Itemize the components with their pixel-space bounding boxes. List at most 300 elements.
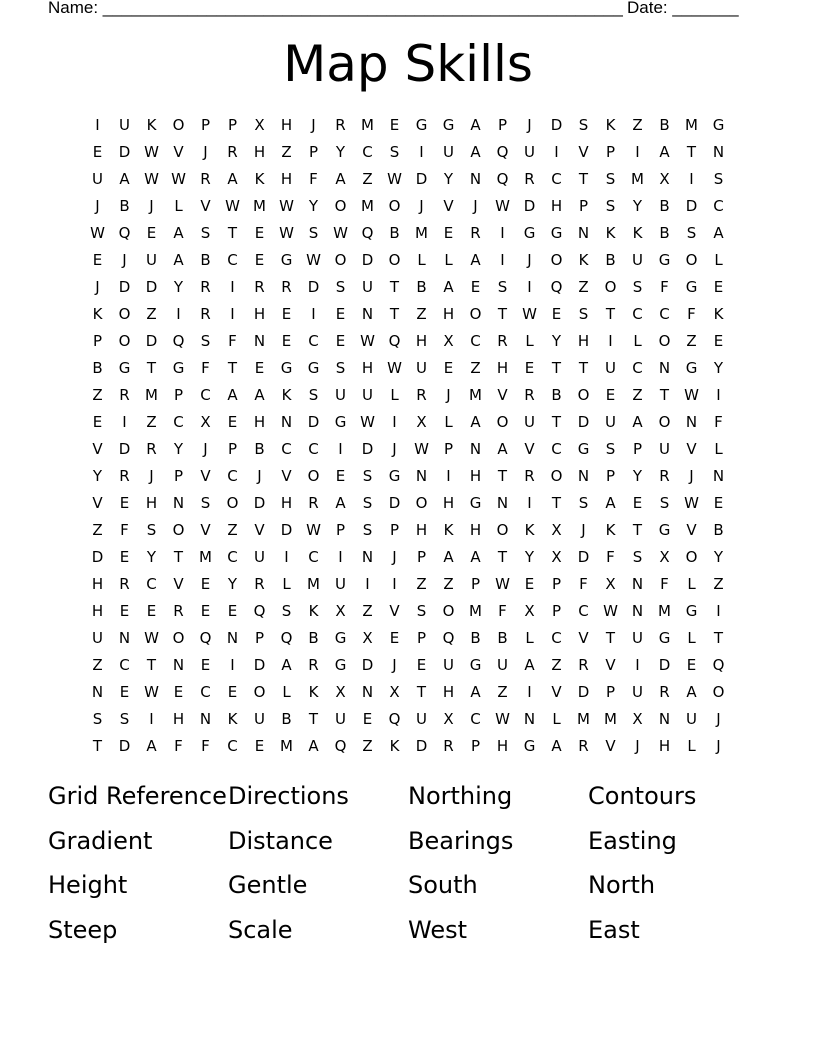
- grid-letter: A: [551, 737, 562, 755]
- grid-letter: I: [500, 224, 505, 242]
- word-list-item: North: [588, 871, 656, 899]
- grid-letter: W: [171, 170, 186, 188]
- grid-letter: A: [119, 170, 130, 188]
- grid-letter: Y: [146, 548, 157, 566]
- grid-letter: G: [685, 359, 698, 377]
- grid-letter: N: [658, 359, 671, 377]
- grid-letter: E: [254, 359, 265, 377]
- grid-letter: A: [281, 656, 292, 674]
- grid-letter: F: [174, 737, 183, 755]
- grid-letter: P: [578, 197, 589, 215]
- grid-letter: I: [716, 602, 721, 620]
- grid-letter: J: [473, 197, 478, 215]
- grid-letter: O: [685, 548, 698, 566]
- grid-row: [84, 652, 732, 679]
- page-title: Map Skills: [283, 35, 533, 93]
- grid-letter: F: [579, 575, 588, 593]
- grid-letter: P: [416, 548, 427, 566]
- grid-letter: V: [686, 440, 697, 458]
- grid-letter: B: [281, 710, 292, 728]
- grid-row: [84, 409, 732, 436]
- grid-letter: G: [712, 116, 725, 134]
- grid-letter: V: [173, 575, 184, 593]
- grid-letter: Y: [632, 197, 643, 215]
- grid-letter: O: [550, 251, 563, 269]
- grid-letter: G: [442, 116, 455, 134]
- grid-letter: E: [713, 332, 724, 350]
- grid-letter: Q: [118, 224, 131, 242]
- grid-letter: P: [443, 440, 454, 458]
- grid-letter: P: [308, 143, 319, 161]
- grid-letter: J: [95, 197, 100, 215]
- grid-letter: P: [497, 116, 508, 134]
- grid-letter: K: [578, 251, 589, 269]
- grid-letter: J: [149, 197, 154, 215]
- word-list-item: East: [588, 915, 640, 944]
- grid-letter: T: [497, 467, 508, 485]
- grid-letter: T: [227, 359, 238, 377]
- grid-letter: W: [333, 224, 348, 242]
- grid-letter: Q: [388, 332, 401, 350]
- grid-letter: B: [119, 197, 130, 215]
- grid-letter: W: [495, 575, 510, 593]
- word-list-item: Easting: [588, 826, 677, 855]
- grid-letter: Y: [308, 197, 319, 215]
- name-field-line: Name: _______________________________________________________: [48, 0, 623, 17]
- grid-letter: E: [146, 224, 157, 242]
- grid-letter: X: [632, 710, 643, 728]
- grid-letter: Y: [335, 143, 346, 161]
- grid-row: [84, 139, 732, 166]
- grid-letter: I: [689, 170, 694, 188]
- grid-letter: I: [608, 332, 613, 350]
- grid-letter: J: [392, 440, 397, 458]
- grid-letter: T: [497, 548, 508, 566]
- grid-letter: C: [227, 251, 238, 269]
- grid-letter: M: [469, 602, 482, 620]
- grid-letter: S: [119, 710, 130, 728]
- grid-letter: C: [551, 170, 562, 188]
- grid-letter: R: [524, 170, 535, 188]
- grid-letter: C: [308, 548, 319, 566]
- grid-letter: S: [281, 602, 292, 620]
- grid-letter: K: [605, 116, 616, 134]
- grid-letter: P: [227, 116, 238, 134]
- grid-letter: I: [149, 710, 154, 728]
- grid-letter: Z: [713, 575, 724, 593]
- grid-letter: F: [201, 359, 210, 377]
- grid-letter: E: [281, 332, 292, 350]
- grid-letter: C: [308, 440, 319, 458]
- grid-letter: K: [713, 305, 724, 323]
- grid-letter: O: [577, 386, 590, 404]
- grid-letter: T: [497, 305, 508, 323]
- grid-letter: O: [172, 116, 185, 134]
- grid-letter: Z: [92, 521, 103, 539]
- grid-letter: E: [389, 629, 400, 647]
- grid-letter: F: [660, 575, 669, 593]
- grid-letter: T: [578, 170, 589, 188]
- grid-letter: D: [577, 683, 590, 701]
- grid-letter: M: [361, 197, 374, 215]
- grid-letter: L: [687, 737, 696, 755]
- grid-letter: X: [443, 710, 454, 728]
- grid-letter: R: [470, 224, 481, 242]
- grid-letter: U: [416, 710, 427, 728]
- grid-letter: P: [551, 575, 562, 593]
- grid-letter: R: [416, 386, 427, 404]
- grid-letter: N: [118, 629, 131, 647]
- grid-letter: W: [279, 197, 294, 215]
- grid-letter: W: [144, 143, 159, 161]
- grid-letter: D: [523, 197, 536, 215]
- grid-letter: F: [606, 548, 615, 566]
- grid-letter: V: [524, 440, 535, 458]
- grid-letter: I: [122, 413, 127, 431]
- grid-letter: U: [605, 359, 616, 377]
- grid-letter: I: [554, 143, 559, 161]
- grid-letter: A: [443, 548, 454, 566]
- grid-letter: V: [497, 386, 508, 404]
- grid-letter: E: [119, 602, 130, 620]
- grid-letter: G: [658, 629, 671, 647]
- grid-letter: K: [92, 305, 103, 323]
- grid-letter: I: [338, 440, 343, 458]
- grid-letter: X: [524, 602, 535, 620]
- grid-letter: G: [118, 359, 131, 377]
- grid-letter: Q: [361, 224, 374, 242]
- grid-letter: O: [415, 494, 428, 512]
- grid-letter: Z: [470, 359, 481, 377]
- grid-letter: C: [200, 386, 211, 404]
- grid-letter: Z: [146, 305, 157, 323]
- grid-letter: O: [442, 602, 455, 620]
- grid-letter: I: [284, 548, 289, 566]
- grid-letter: K: [605, 521, 616, 539]
- grid-row: [84, 679, 732, 706]
- grid-letter: U: [92, 629, 103, 647]
- grid-letter: J: [581, 521, 586, 539]
- grid-letter: X: [200, 413, 211, 431]
- grid-letter: G: [334, 629, 347, 647]
- grid-letter: A: [254, 386, 265, 404]
- grid-letter: R: [227, 143, 238, 161]
- grid-letter: Q: [172, 332, 185, 350]
- grid-letter: G: [307, 359, 320, 377]
- grid-letter: P: [605, 143, 616, 161]
- grid-letter: U: [335, 710, 346, 728]
- grid-letter: B: [659, 224, 670, 242]
- grid-letter: N: [361, 305, 374, 323]
- grid-letter: O: [712, 683, 725, 701]
- grid-letter: V: [200, 467, 211, 485]
- grid-letter: M: [631, 170, 644, 188]
- grid-letter: Q: [496, 170, 509, 188]
- grid-letter: W: [306, 251, 321, 269]
- grid-letter: C: [632, 359, 643, 377]
- grid-letter: A: [632, 413, 643, 431]
- grid-letter: G: [469, 656, 482, 674]
- grid-letter: N: [631, 602, 644, 620]
- grid-letter: Q: [712, 656, 725, 674]
- grid-letter: H: [253, 305, 266, 323]
- grid-letter: B: [416, 278, 427, 296]
- grid-letter: S: [713, 170, 724, 188]
- grid-letter: D: [118, 143, 131, 161]
- grid-letter: C: [146, 575, 157, 593]
- grid-letter: E: [227, 602, 238, 620]
- grid-letter: P: [632, 440, 643, 458]
- date-field-line: Date: _______: [627, 0, 739, 17]
- grid-letter: G: [523, 737, 536, 755]
- grid-letter: G: [415, 116, 428, 134]
- grid-letter: A: [470, 251, 481, 269]
- grid-letter: C: [173, 413, 184, 431]
- grid-letter: L: [282, 575, 291, 593]
- grid-letter: A: [335, 170, 346, 188]
- grid-letter: W: [144, 170, 159, 188]
- grid-letter: N: [226, 629, 239, 647]
- grid-letter: E: [362, 710, 373, 728]
- grid-letter: X: [551, 521, 562, 539]
- grid-letter: J: [203, 440, 208, 458]
- grid-row: [84, 517, 732, 544]
- grid-letter: K: [632, 224, 643, 242]
- grid-letter: L: [417, 251, 426, 269]
- grid-letter: Z: [281, 143, 292, 161]
- grid-letter: J: [689, 467, 694, 485]
- grid-letter: I: [392, 413, 397, 431]
- grid-letter: E: [686, 656, 697, 674]
- grid-letter: H: [91, 575, 104, 593]
- grid-letter: B: [470, 629, 481, 647]
- grid-letter: T: [659, 386, 670, 404]
- grid-letter: L: [444, 413, 453, 431]
- grid-letter: Y: [227, 575, 238, 593]
- grid-letter: G: [172, 359, 185, 377]
- grid-letter: L: [687, 575, 696, 593]
- grid-letter: K: [281, 386, 292, 404]
- grid-letter: Z: [578, 278, 589, 296]
- grid-letter: O: [496, 521, 509, 539]
- grid-letter: B: [497, 629, 508, 647]
- grid-letter: I: [311, 305, 316, 323]
- grid-letter: C: [470, 710, 481, 728]
- grid-letter: M: [361, 116, 374, 134]
- grid-letter: W: [603, 602, 618, 620]
- grid-letter: E: [713, 494, 724, 512]
- grid-letter: S: [335, 359, 346, 377]
- grid-letter: D: [280, 521, 293, 539]
- grid-letter: P: [416, 629, 427, 647]
- grid-letter: U: [659, 440, 670, 458]
- grid-letter: A: [470, 413, 481, 431]
- word-list-item: South: [408, 871, 478, 899]
- grid-letter: R: [578, 737, 589, 755]
- grid-letter: U: [632, 629, 643, 647]
- grid-letter: U: [632, 683, 643, 701]
- grid-letter: R: [200, 170, 211, 188]
- grid-letter: E: [254, 737, 265, 755]
- grid-letter: E: [632, 494, 643, 512]
- grid-letter: U: [524, 413, 535, 431]
- grid-letter: K: [308, 683, 319, 701]
- grid-letter: M: [658, 602, 671, 620]
- grid-letter: R: [335, 116, 346, 134]
- grid-letter: B: [200, 251, 211, 269]
- grid-letter: V: [389, 602, 400, 620]
- grid-letter: E: [416, 656, 427, 674]
- grid-letter: S: [578, 305, 589, 323]
- grid-letter: O: [388, 197, 401, 215]
- grid-letter: L: [444, 251, 453, 269]
- grid-letter: M: [415, 224, 428, 242]
- grid-letter: R: [659, 683, 670, 701]
- grid-letter: M: [253, 197, 266, 215]
- grid-letter: T: [92, 737, 103, 755]
- grid-letter: O: [334, 251, 347, 269]
- grid-letter: A: [146, 737, 157, 755]
- grid-letter: O: [496, 413, 509, 431]
- grid-letter: L: [633, 332, 642, 350]
- grid-letter: I: [392, 575, 397, 593]
- grid-letter: Z: [416, 305, 427, 323]
- grid-letter: A: [227, 386, 238, 404]
- grid-letter: E: [524, 359, 535, 377]
- grid-letter: D: [361, 251, 374, 269]
- grid-letter: P: [605, 683, 616, 701]
- grid-letter: Y: [713, 548, 724, 566]
- grid-letter: C: [578, 602, 589, 620]
- grid-letter: H: [280, 116, 293, 134]
- grid-letter: O: [604, 278, 617, 296]
- grid-letter: L: [714, 440, 723, 458]
- grid-letter: X: [443, 332, 454, 350]
- grid-letter: R: [200, 278, 211, 296]
- grid-letter: H: [415, 332, 428, 350]
- grid-letter: S: [335, 278, 346, 296]
- grid-letter: R: [443, 737, 454, 755]
- grid-letter: J: [716, 737, 721, 755]
- grid-letter: D: [118, 440, 131, 458]
- grid-letter: G: [388, 467, 401, 485]
- grid-letter: T: [551, 413, 562, 431]
- grid-letter: J: [392, 656, 397, 674]
- grid-letter: H: [145, 494, 158, 512]
- grid-letter: G: [658, 521, 671, 539]
- grid-letter: L: [390, 386, 399, 404]
- grid-letter: Q: [442, 629, 455, 647]
- grid-letter: I: [527, 278, 532, 296]
- grid-letter: V: [443, 197, 454, 215]
- grid-letter: H: [442, 305, 455, 323]
- grid-letter: E: [254, 224, 265, 242]
- grid-letter: M: [577, 710, 590, 728]
- grid-letter: M: [307, 575, 320, 593]
- grid-letter: S: [308, 224, 319, 242]
- word-list-item: Steep: [48, 915, 118, 944]
- grid-letter: N: [469, 170, 482, 188]
- grid-letter: J: [95, 278, 100, 296]
- grid-letter: Z: [146, 413, 157, 431]
- grid-letter: N: [469, 440, 482, 458]
- grid-letter: H: [550, 197, 563, 215]
- grid-letter: D: [685, 197, 698, 215]
- grid-letter: R: [119, 575, 130, 593]
- grid-letter: Z: [632, 116, 643, 134]
- grid-letter: B: [389, 224, 400, 242]
- grid-letter: H: [253, 413, 266, 431]
- grid-letter: Y: [92, 467, 103, 485]
- grid-letter: W: [90, 224, 105, 242]
- grid-letter: G: [685, 278, 698, 296]
- grid-letter: H: [172, 710, 185, 728]
- grid-letter: I: [230, 305, 235, 323]
- grid-letter: C: [659, 305, 670, 323]
- grid-letter: A: [308, 737, 319, 755]
- grid-letter: S: [200, 224, 211, 242]
- grid-letter: C: [281, 440, 292, 458]
- word-list-item: Scale: [228, 915, 293, 944]
- grid-letter: T: [578, 359, 589, 377]
- grid-letter: I: [500, 251, 505, 269]
- grid-letter: J: [149, 467, 154, 485]
- grid-letter: R: [146, 440, 157, 458]
- grid-row: [84, 706, 732, 733]
- grid-letter: H: [253, 143, 266, 161]
- grid-letter: I: [176, 305, 181, 323]
- grid-letter: X: [551, 548, 562, 566]
- grid-letter: T: [389, 305, 400, 323]
- grid-letter: V: [200, 521, 211, 539]
- grid-letter: I: [230, 278, 235, 296]
- grid-letter: P: [470, 737, 481, 755]
- grid-letter: S: [200, 332, 211, 350]
- grid-letter: E: [470, 278, 481, 296]
- grid-letter: E: [92, 251, 103, 269]
- grid-letter: T: [551, 494, 562, 512]
- grid-letter: U: [632, 251, 643, 269]
- word-search-grid: [84, 112, 732, 760]
- grid-letter: H: [442, 494, 455, 512]
- grid-row: [84, 112, 732, 139]
- grid-letter: F: [120, 521, 129, 539]
- grid-letter: A: [335, 494, 346, 512]
- grid-letter: V: [605, 656, 616, 674]
- grid-letter: V: [200, 197, 211, 215]
- grid-letter: W: [387, 359, 402, 377]
- grid-letter: I: [95, 116, 100, 134]
- grid-letter: J: [311, 116, 316, 134]
- grid-letter: N: [685, 413, 698, 431]
- grid-row: [84, 571, 732, 598]
- grid-letter: O: [658, 413, 671, 431]
- grid-letter: Y: [551, 332, 562, 350]
- grid-letter: H: [91, 602, 104, 620]
- grid-letter: N: [91, 683, 104, 701]
- grid-letter: T: [389, 278, 400, 296]
- grid-letter: R: [281, 278, 292, 296]
- grid-letter: P: [200, 116, 211, 134]
- grid-letter: I: [365, 575, 370, 593]
- grid-letter: D: [577, 413, 590, 431]
- grid-letter: Q: [253, 602, 266, 620]
- word-list-item: Bearings: [408, 826, 514, 855]
- grid-letter: Y: [632, 467, 643, 485]
- grid-letter: U: [524, 143, 535, 161]
- grid-letter: Q: [496, 143, 509, 161]
- grid-letter: H: [280, 494, 293, 512]
